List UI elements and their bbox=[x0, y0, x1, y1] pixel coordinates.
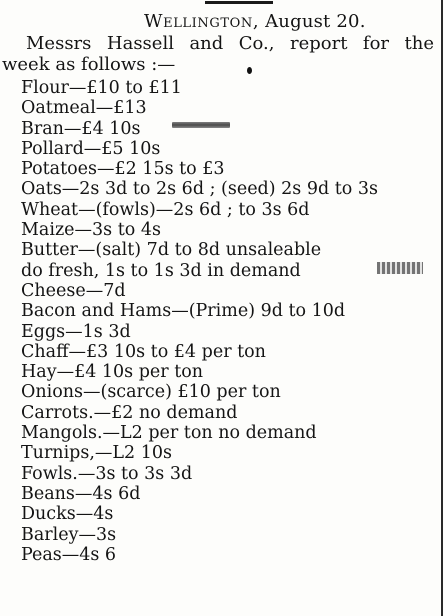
price-list bbox=[21, 78, 431, 565]
intro-line-2: week as follows :— bbox=[2, 54, 176, 75]
price-item: Butter—(salt) 7d to 8d unsaleable bbox=[21, 240, 322, 261]
price-item: Oats—2s 3d to 2s 6d ; (seed) 2s 9d to 3s bbox=[21, 179, 378, 200]
price-item: Ducks—4s bbox=[21, 504, 114, 525]
price-item: Wheat—(fowls)—2s 6d ; to 3s 6d bbox=[21, 199, 310, 220]
price-item: Hay—£4 10s per ton bbox=[21, 362, 204, 383]
top-rule bbox=[205, 1, 273, 4]
price-item: Potatoes—£2 15s to £3 bbox=[21, 159, 225, 180]
price-item: Bran—£4 10s bbox=[21, 118, 141, 139]
price-item: Mangols.—L2 per ton no demand bbox=[21, 423, 317, 444]
dateline bbox=[144, 11, 366, 32]
intro-line-1: Messrs Hassell and Co., report for the bbox=[26, 33, 434, 54]
price-item: Flour—£10 to £11 bbox=[21, 78, 182, 98]
price-item: Oatmeal—£13 bbox=[21, 98, 147, 119]
price-item: Cheese—7d bbox=[21, 280, 126, 301]
price-item: Eggs—1s 3d bbox=[21, 321, 131, 342]
price-item: Carrots.—£2 no demand bbox=[21, 402, 238, 423]
dateline-place: Wellington, bbox=[144, 11, 260, 32]
price-item: Onions—(scarce) £10 per ton bbox=[21, 382, 281, 403]
ink-dot bbox=[247, 67, 252, 74]
price-item: do fresh, 1s to 1s 3d in demand bbox=[21, 260, 301, 281]
price-item: Peas—4s 6 bbox=[21, 544, 117, 565]
column-rule bbox=[441, 0, 443, 616]
price-item: Fowls.—3s to 3s 3d bbox=[21, 463, 193, 484]
price-item: Barley—3s bbox=[21, 524, 117, 545]
price-item: Pollard—£5 10s bbox=[21, 138, 161, 159]
price-item: Turnips,—L2 10s bbox=[21, 443, 172, 464]
price-item: Bacon and Hams—(Prime) 9d to 10d bbox=[21, 301, 346, 322]
price-item: Beans—4s 6d bbox=[21, 483, 141, 504]
price-item: Chaff—£3 10s to £4 per ton bbox=[21, 341, 266, 362]
intro-paragraph bbox=[2, 33, 434, 75]
dateline-date: August 20. bbox=[265, 11, 366, 32]
price-item: Maize—3s to 4s bbox=[21, 220, 161, 241]
